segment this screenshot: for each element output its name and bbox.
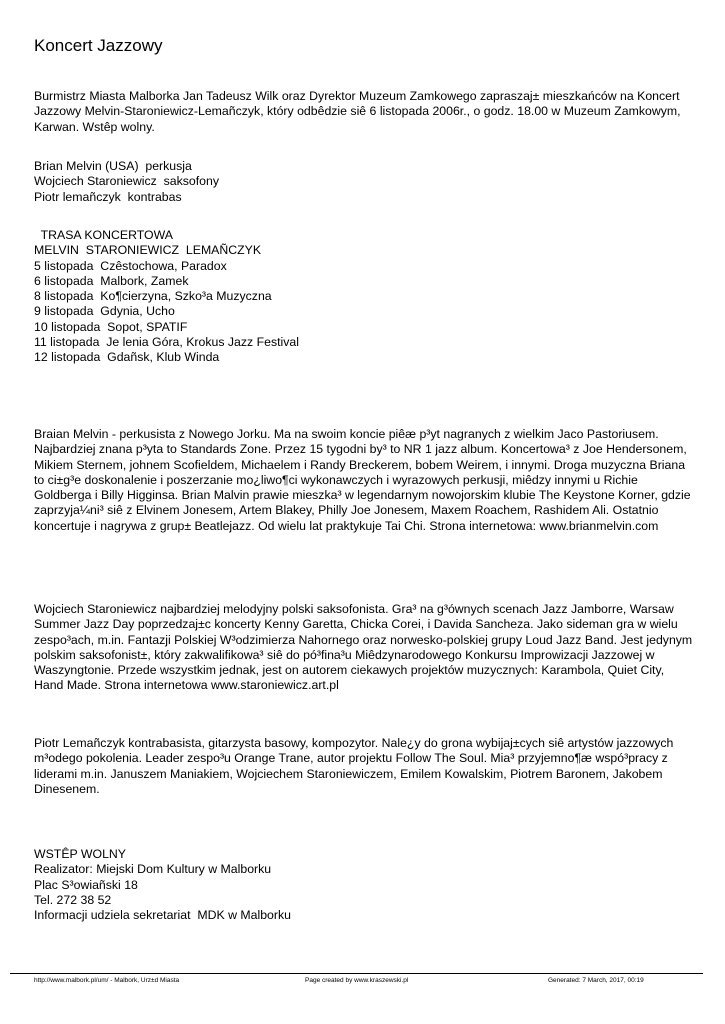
tour-date: 11 listopada Je lenia Góra, Krokus Jazz Festival: [34, 335, 299, 350]
phone-line: Tel. 272 38 52: [34, 892, 112, 907]
admission-note: WSTÊP WOLNY: [34, 847, 127, 861]
tour-subheading: MELVIN STARONIEWICZ LEMAÑCZYK: [34, 243, 262, 258]
tour-date: 12 listopada Gdañsk, Klub Winda: [34, 350, 220, 365]
tour-section: [34, 228, 694, 366]
tour-heading: TRASA KONCERTOWA: [34, 228, 173, 242]
page-title: Koncert Jazzowy: [34, 36, 163, 55]
musician-line: Piotr lemañczyk kontrabas: [34, 189, 182, 204]
info-line: Informacji udziela sekretariat MDK w Malborku: [34, 908, 291, 923]
tour-date: 9 listopada Gdynia, Ucho: [34, 304, 175, 319]
bio-melvin: Braian Melvin - perkusista z Nowego Jorku. Ma na swoim koncie piêæ p³yt nagranych z wielkim Jaco Pastoriusem. Najbardziej znana p³yta to Standards Zone. Przez 15 tygodni by³ to NR 1 jazz album. Koncertowa³ z Joe Hendersonem, Mikiem Sternem, johnem Scofieldem, Michaelem i Randy Breckerem, bobem Weirem, i innymi. Droga muzyczna Briana to ci±g³e doskonalenie i poszerzanie mo¿liwo¶ci wykonawczych i wyrazowych perkusji, miêdzy innymi u Richie Goldberga i Billy Higginsa. Brian Malvin prawie mieszka³ w legendarnym nowojorskim klubie The Keystone Korner, gdzie zaprzyja¼ni³ siê z Elvinem Jonesem, Artem Blakey, Philly Joe Jonesem, Maxem Roachem, Rashidem Ali. Ostatnio koncertuje i nagrywa z grup± Beatlejazz. Od wielu lat praktykuje Tai Chi. Strona internetowa: www.brianmelvin.com: [34, 427, 691, 533]
organizer-line: Realizator: Miejski Dom Kultury w Malborku: [34, 862, 272, 877]
tour-date: 5 listopada Czêstochowa, Paradox: [34, 258, 227, 273]
footer-source-url: http://www.malbork.pl/um/ - Malbork, Urz±d Miasta: [34, 977, 180, 984]
bio-lemanczyk: Piotr Lemañczyk kontrabasista, gitarzysta basowy, kompozytor. Nale¿y do grona wybijaj±cych siê artystów jazzowych m³odego pokolenia. Leader zespo³u Orange Trane, autor projektu Follow The Soul. Mia³ przyjemno¶æ wspó³pracy z liderami m.in. Januszem Maniakiem, Wojciechem Staroniewiczem, Emilem Kowalskim, Piotrem Baronem, Jakobem Dinesenem.: [34, 736, 674, 796]
intro-paragraph: Burmistrz Miasta Malborka Jan Tadeusz Wilk oraz Dyrektor Muzeum Zamkowego zapraszaj± mieszkańców na Koncert Jazzowy Melvin-Staroniewicz-Lemañczyk, który odbêdzie siê 6 listopada 2006r., o godz. 18.00 w Muzeum Zamkowym, Karwan. Wstêp wolny.: [34, 89, 681, 134]
closing-info: [34, 847, 694, 923]
footer-divider: [10, 973, 703, 974]
footer-credit: Page created by www.kraszewski.pl: [305, 977, 409, 984]
tour-date: 6 listopada Malbork, Zamek: [34, 273, 189, 288]
tour-date: 10 listopada Sopot, SPATIF: [34, 319, 188, 334]
musician-list: [34, 159, 694, 205]
bio-staroniewicz: Wojciech Staroniewicz najbardziej melodyjny polski saksofonista. Gra³ na g³ównych scenach Jazz Jamborre, Warsaw Summer Jazz Day poprzedzaj±c koncerty Kenny Garetta, Chicka Corei, i Davida Sancheza. Jako sideman gra w wielu zespo³ach, m.in. Fantazji Polskiej W³odzimierza Nahornego oraz norwesko-polskiej grupy Loud Jazz Band. Jest jedynym polskim saksofonist±, który zakwalifikowa³ siê do pó³fina³u Miêdzynarodowego Konkursu Improwizacji Jazzowej w Waszyngtonie. Przede wszystkim jednak, jest on autorem ciekawych projektów muzycznych: Karambola, Quiet City, Hand Made. Strona internetowa www.staroniewicz.art.pl: [34, 602, 693, 693]
musician-line: Wojciech Staroniewicz saksofony: [34, 174, 219, 189]
footer-generated-date: Generated: 7 March, 2017, 00:19: [548, 977, 644, 984]
musician-line: Brian Melvin (USA) perkusja: [34, 159, 192, 173]
tour-date: 8 listopada Ko¶cierzyna, Szko³a Muzyczna: [34, 289, 272, 304]
address-line: Plac S³owiañski 18: [34, 877, 138, 892]
